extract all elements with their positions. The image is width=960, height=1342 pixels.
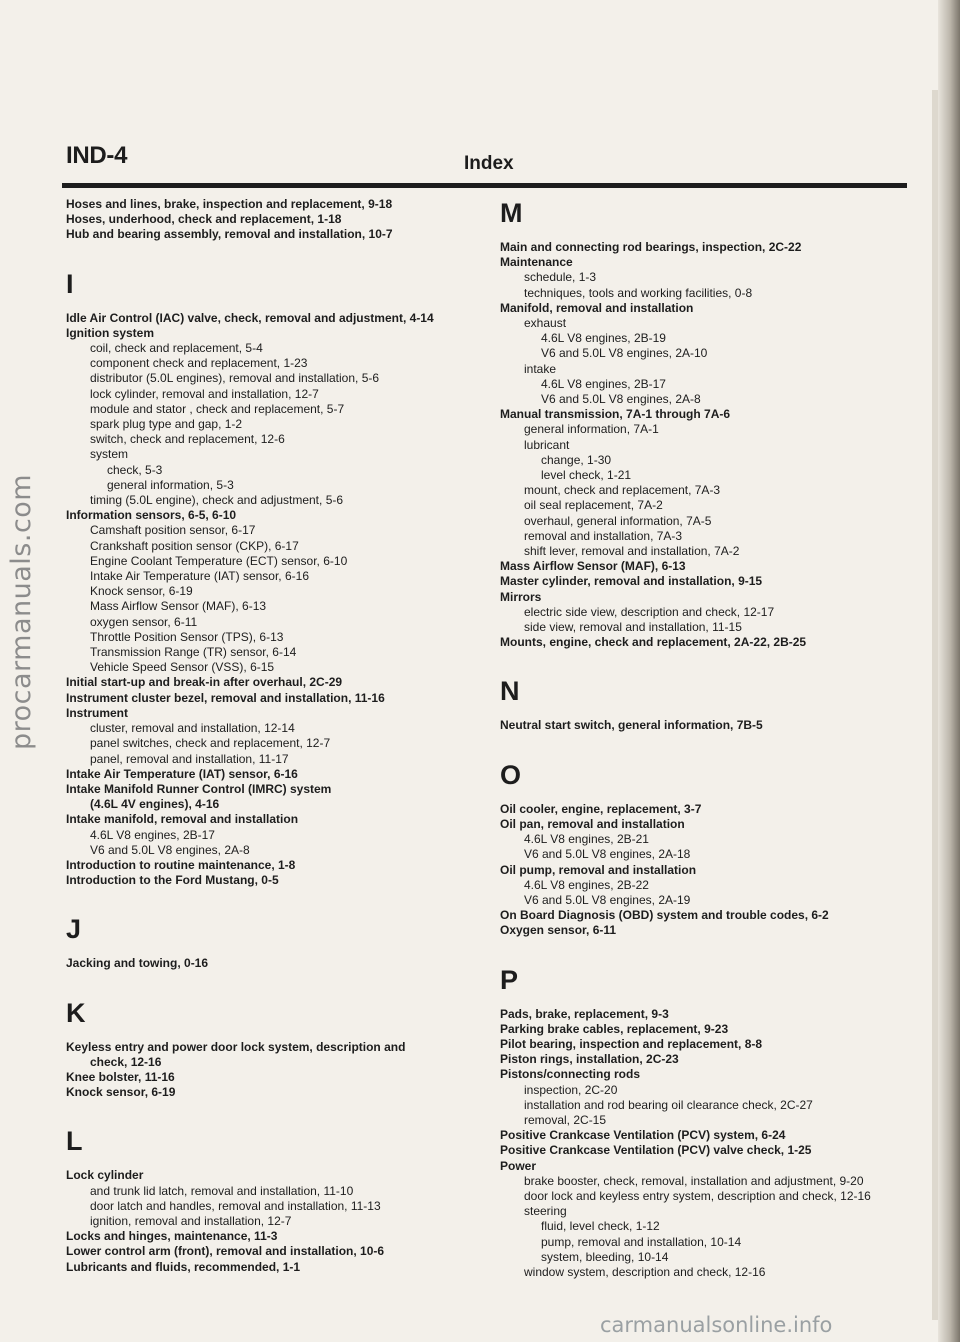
index-subentry: door lock and keyless entry system, description and check, 12-16: [524, 1188, 871, 1203]
index-entry: (4.6L 4V engines), 4-16: [90, 797, 220, 812]
index-subentry: oxygen sensor, 6-11: [90, 614, 198, 629]
index-entry: Parking brake cables, replacement, 9-23: [500, 1021, 729, 1036]
index-subentry: lock cylinder, removal and installation, 12-7: [90, 386, 319, 401]
index-subentry: V6 and 5.0L V8 engines, 2A-19: [524, 892, 691, 907]
index-subentry: V6 and 5.0L V8 engines, 2A-18: [524, 847, 691, 862]
index-entry: Intake Manifold Runner Control (IMRC) system: [66, 781, 332, 796]
index-subentry: general information, 5-3: [107, 477, 234, 492]
index-subentry: spark plug type and gap, 1-2: [90, 417, 243, 432]
index-letter-heading: K: [66, 997, 86, 1028]
index-entry: Piston rings, installation, 2C-23: [500, 1052, 679, 1067]
index-subentry: lubricant: [524, 437, 570, 452]
index-subentry: 4.6L V8 engines, 2B-19: [541, 331, 666, 346]
index-entry: check, 12-16: [90, 1054, 162, 1069]
index-entry: Mirrors: [500, 589, 542, 604]
index-subentry: module and stator , check and replacement, 5-7: [90, 401, 345, 416]
index-subentry: cluster, removal and installation, 12-14: [90, 721, 295, 736]
index-subentry: panel switches, check and replacement, 12-7: [90, 736, 331, 751]
index-entry: Jacking and towing, 0-16: [66, 956, 209, 971]
index-entry: Information sensors, 6-5, 6-10: [66, 508, 237, 523]
header-rule: [62, 183, 907, 188]
index-subentry: exhaust: [524, 316, 567, 331]
index-entry: Oxygen sensor, 6-11: [500, 923, 617, 938]
page-code: IND-4: [66, 142, 128, 169]
index-subentry: panel, removal and installation, 11-17: [90, 751, 289, 766]
page-binding-shadow: [938, 0, 960, 1342]
index-entry: Maintenance: [500, 255, 573, 270]
index-letter-heading: M: [500, 198, 523, 228]
index-subentry: system, bleeding, 10-14: [541, 1249, 669, 1264]
index-entry: Lock cylinder: [66, 1168, 144, 1183]
index-entry: Ignition system: [66, 325, 155, 340]
index-subentry: Engine Coolant Temperature (ECT) sensor, 6-10: [90, 553, 348, 568]
index-subentry: 4.6L V8 engines, 2B-17: [90, 827, 215, 842]
index-entry: Mass Airflow Sensor (MAF), 6-13: [500, 559, 686, 574]
index-entry: Pistons/connecting rods: [500, 1067, 641, 1082]
index-subentry: check, 5-3: [107, 462, 163, 477]
index-letter-heading: O: [500, 759, 522, 790]
index-subentry: intake: [524, 361, 557, 376]
index-subentry: schedule, 1-3: [524, 270, 597, 285]
index-subentry: Intake Air Temperature (IAT) sensor, 6-16: [90, 569, 309, 584]
index-subentry: and trunk lid latch, removal and installation, 11-10: [90, 1183, 354, 1198]
index-subentry: switch, check and replacement, 12-6: [90, 432, 285, 447]
index-entry: Intake Air Temperature (IAT) sensor, 6-16: [66, 766, 298, 781]
index-entry: Hoses, underhood, check and replacement, 1-18: [66, 212, 342, 227]
index-entry: Instrument: [66, 705, 129, 720]
index-entry: On Board Diagnosis (OBD) system and trouble codes, 6-2: [500, 908, 829, 923]
index-entry: Pilot bearing, inspection and replacement, 8-8: [500, 1036, 763, 1051]
index-entry: Lower control arm (front), removal and installation, 10-6: [66, 1244, 385, 1259]
index-subentry: 4.6L V8 engines, 2B-17: [541, 376, 666, 391]
index-subentry: removal and installation, 7A-3: [524, 528, 683, 543]
index-entry: Knee bolster, 11-16: [66, 1069, 175, 1084]
index-subentry: component check and replacement, 1-23: [90, 356, 308, 371]
index-subentry: distributor (5.0L engines), removal and installation, 5-6: [90, 371, 380, 386]
index-letter-heading: P: [500, 964, 519, 995]
index-subentry: timing (5.0L engine), check and adjustment, 5-6: [90, 493, 344, 508]
index-subentry: shift lever, removal and installation, 7A-2: [524, 544, 740, 559]
index-subentry: techniques, tools and working facilities, 0-8: [524, 285, 753, 300]
index-subentry: ignition, removal and installation, 12-7: [90, 1213, 292, 1228]
index-entry: Introduction to routine maintenance, 1-8: [66, 857, 296, 872]
index-entry: Instrument cluster bezel, removal and installation, 11-16: [66, 690, 385, 705]
index-entry: Hub and bearing assembly, removal and installation, 10-7: [66, 227, 393, 242]
index-entry: Manual transmission, 7A-1 through 7A-6: [500, 407, 731, 422]
index-entry: Keyless entry and power door lock system, description and: [66, 1039, 406, 1054]
index-subentry: V6 and 5.0L V8 engines, 2A-10: [541, 346, 708, 361]
index-entry: Manifold, removal and installation: [500, 300, 694, 315]
index-letter-heading: I: [66, 268, 74, 299]
index-entry: Introduction to the Ford Mustang, 0-5: [66, 873, 279, 888]
index-subentry: Throttle Position Sensor (TPS), 6-13: [90, 629, 284, 644]
index-subentry: Crankshaft position sensor (CKP), 6-17: [90, 538, 299, 553]
index-column-right: [500, 196, 910, 1280]
index-entry: Initial start-up and break-in after overhaul, 2C-29: [66, 675, 343, 690]
index-entry: Main and connecting rod bearings, inspection, 2C-22: [500, 240, 802, 254]
index-entry: Intake manifold, removal and installation: [66, 812, 299, 827]
index-subentry: oil seal replacement, 7A-2: [524, 498, 663, 513]
index-subentry: Knock sensor, 6-19: [90, 584, 193, 599]
index-subentry: Mass Airflow Sensor (MAF), 6-13: [90, 599, 267, 614]
index-subentry: steering: [524, 1204, 567, 1219]
index-subentry: fluid, level check, 1-12: [541, 1219, 660, 1234]
index-entry: Power: [500, 1158, 537, 1173]
index-entry: Master cylinder, removal and installation, 9-15: [500, 574, 763, 589]
index-entry: Lubricants and fluids, recommended, 1-1: [66, 1259, 301, 1274]
index-letter-heading: J: [66, 914, 82, 945]
index-entry: Knock sensor, 6-19: [66, 1085, 176, 1100]
index-entry: Neutral start switch, general information, 7B-5: [500, 718, 763, 733]
index-subentry: Vehicle Speed Sensor (VSS), 6-15: [90, 660, 275, 675]
index-subentry: coil, check and replacement, 5-4: [90, 341, 263, 356]
index-subentry: change, 1-30: [541, 452, 612, 467]
index-entry: Idle Air Control (IAC) valve, check, removal and adjustment, 4-14: [66, 310, 434, 325]
index-subentry: removal, 2C-15: [524, 1112, 607, 1127]
index-letter-heading: L: [66, 1126, 83, 1157]
index-subentry: level check, 1-21: [541, 468, 632, 483]
index-entry: Hoses and lines, brake, inspection and replacement, 9-18: [66, 197, 393, 211]
index-letter-heading: N: [500, 676, 520, 707]
index-entry: Positive Crankcase Ventilation (PCV) system, 6-24: [500, 1128, 786, 1143]
index-subentry: general information, 7A-1: [524, 422, 659, 437]
index-entry: Positive Crankcase Ventilation (PCV) valve check, 1-25: [500, 1143, 812, 1158]
index-subentry: 4.6L V8 engines, 2B-22: [524, 877, 649, 892]
index-subentry: 4.6L V8 engines, 2B-21: [524, 832, 649, 847]
index-entry: Oil pan, removal and installation: [500, 816, 685, 831]
index-subentry: V6 and 5.0L V8 engines, 2A-8: [541, 392, 701, 407]
bottom-watermark: carmanualsonline.info: [600, 1313, 833, 1337]
index-subentry: brake booster, check, removal, installation and adjustment, 9-20: [524, 1173, 864, 1188]
index-subentry: electric side view, description and check, 12-17: [524, 604, 775, 619]
index-entry: Mounts, engine, check and replacement, 2A-22, 2B-25: [500, 635, 807, 650]
index-subentry: installation and rod bearing oil clearance check, 2C-27: [524, 1097, 813, 1112]
index-subentry: V6 and 5.0L V8 engines, 2A-8: [90, 842, 250, 857]
index-subentry: side view, removal and installation, 11-15: [524, 620, 742, 635]
index-entry: Oil pump, removal and installation: [500, 862, 697, 877]
index-subentry: window system, description and check, 12-16: [524, 1264, 766, 1279]
index-subentry: Transmission Range (TR) sensor, 6-14: [90, 645, 297, 660]
index-subentry: system: [90, 447, 129, 462]
index-entry: Locks and hinges, maintenance, 11-3: [66, 1229, 278, 1244]
index-subentry: door latch and handles, removal and installation, 11-13: [90, 1198, 381, 1213]
index-subentry: inspection, 2C-20: [524, 1082, 618, 1097]
side-watermark: procarmanuals.com: [6, 473, 37, 750]
index-column-left: [66, 197, 466, 1275]
page-title: Index: [464, 153, 514, 174]
index-subentry: mount, check and replacement, 7A-3: [524, 483, 721, 498]
index-entry: Pads, brake, replacement, 9-3: [500, 1006, 669, 1021]
index-subentry: pump, removal and installation, 10-14: [541, 1234, 742, 1249]
index-entry: Oil cooler, engine, replacement, 3-7: [500, 801, 702, 816]
index-subentry: Camshaft position sensor, 6-17: [90, 523, 256, 538]
index-subentry: overhaul, general information, 7A-5: [524, 513, 712, 528]
